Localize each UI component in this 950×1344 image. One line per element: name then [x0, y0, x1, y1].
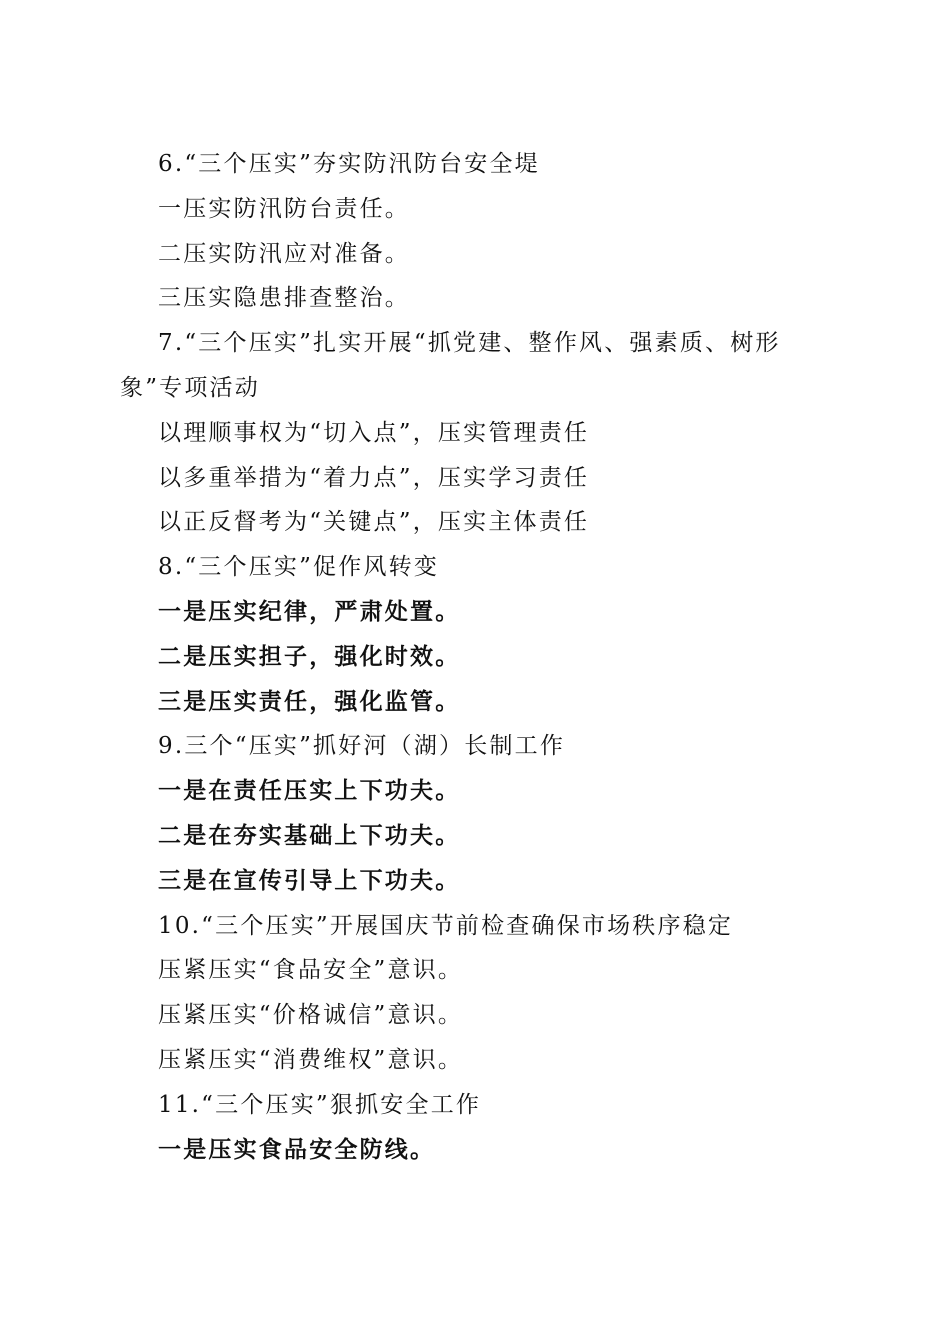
paragraph-line-bold: 二是在夯实基础上下功夫。	[158, 821, 461, 849]
paragraph-line-bold: 三是压实责任，强化监管。	[158, 687, 461, 715]
paragraph-line-bold: 一是压实食品安全防线。	[158, 1135, 436, 1163]
paragraph-line-bold: 一是在责任压实上下功夫。	[158, 777, 461, 805]
paragraph-line: 一压实防汛防台责任。	[158, 195, 410, 222]
heading-item-10: 10.“三个压实”开展国庆节前检查确保市场秩序稳定	[158, 912, 734, 939]
heading-item-11: 11.“三个压实”狠抓安全工作	[158, 1091, 482, 1118]
paragraph-line: 二压实防汛应对准备。	[158, 240, 410, 267]
paragraph-line: 压紧压实“价格诚信”意识。	[158, 1002, 464, 1029]
paragraph-line: 压紧压实“食品安全”意识。	[158, 957, 464, 984]
heading-item-7: 7.“三个压实”扎实开展“抓党建、整作风、强素质、树形象”专项活动	[120, 330, 781, 401]
paragraph-line-bold: 三是在宣传引导上下功夫。	[158, 866, 461, 894]
paragraph-line-bold: 二是压实担子，强化时效。	[158, 642, 461, 670]
paragraph-line: 三压实隐患排查整治。	[158, 285, 410, 312]
paragraph-line: 以理顺事权为“切入点”，压实管理责任	[158, 419, 590, 446]
paragraph-line: 以正反督考为“关键点”，压实主体责任	[158, 509, 590, 536]
heading-item-6: 6.“三个压实”夯实防汛防台安全堤	[158, 151, 540, 177]
heading-item-8: 8.“三个压实”促作风转变	[158, 554, 440, 581]
document-body	[120, 142, 840, 1172]
paragraph-line-bold: 一是压实纪律，严肃处置。	[158, 597, 461, 625]
paragraph-line: 压紧压实“消费维权”意识。	[158, 1046, 464, 1073]
paragraph-line: 以多重举措为“着力点”，压实学习责任	[158, 464, 590, 491]
heading-item-9: 9.三个“压实”抓好河（湖）长制工作	[158, 733, 566, 760]
